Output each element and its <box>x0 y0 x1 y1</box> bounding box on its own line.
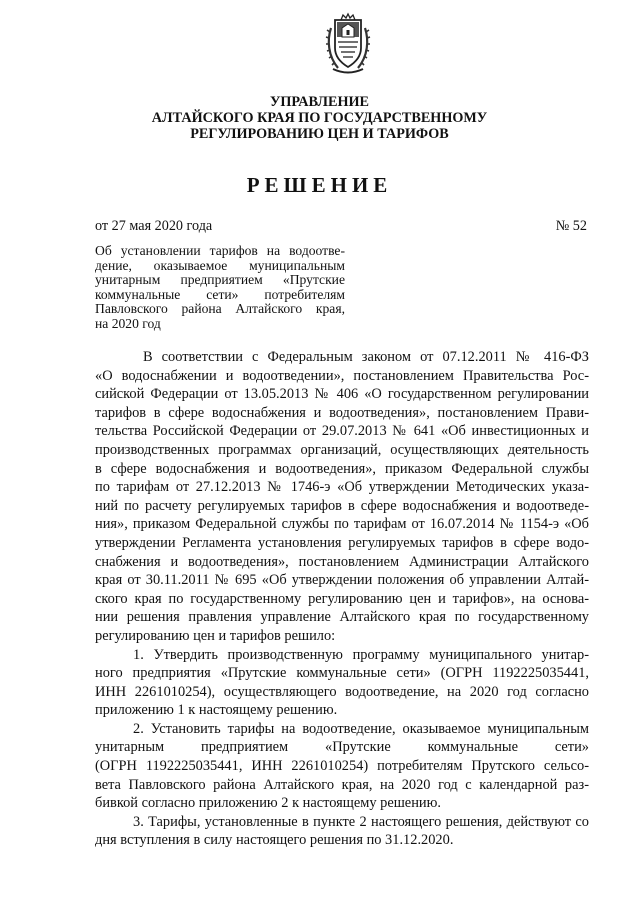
org-line: УПРАВЛЕНИЕ <box>269 94 370 110</box>
body-line: (ОГРН 1192225035441, ИНН 2261010254) потребителям Прутского сельсо- <box>95 758 589 775</box>
body-line: снабжения и водоотведения», постановлением Администрации Алтайского <box>95 553 589 570</box>
body-line: 3. Тарифы, установленные в пункте 2 настоящего решения, действуют со <box>133 813 589 830</box>
subject-line: на 2020 год <box>95 315 161 331</box>
body-line: ИНН 2261010254), осуществляющего водоотведение, на 2020 год согласно <box>95 683 589 700</box>
altai-krai-coat-of-arms-icon <box>325 12 371 76</box>
body-line: ний по расчету регулируемых тарифов в сфере водоснабжения и водоотведе- <box>95 497 589 514</box>
body-line: бивкой согласно приложению 2 к настоящему решению. <box>95 795 441 812</box>
document-body <box>95 348 589 850</box>
subject-line: Об установлении тарифов на водоотве- <box>95 243 345 258</box>
document-date: от 27 мая 2020 года <box>95 218 213 234</box>
organization-name <box>0 94 639 142</box>
body-line: производственных программах организаций, осуществляющих деятельность <box>95 441 589 458</box>
body-line: ского края по государственному регулированию цен и тарифов», на основа- <box>95 590 589 607</box>
subject-line: дение, оказываемое муниципальным <box>95 257 345 273</box>
subject-line: Павловского района Алтайского края, <box>95 301 345 317</box>
org-line: РЕГУЛИРОВАНИЮ ЦЕН И ТАРИФОВ <box>190 126 449 142</box>
body-line: в сфере водоснабжения и водоотведения», приказом Федеральной службы <box>95 460 589 477</box>
body-line: приложению 1 к настоящему решению. <box>95 702 338 719</box>
body-line: ного предприятия «Прутские коммунальные сети» (ОГРН 1192225035441, <box>95 665 589 682</box>
body-line: В соответствии с Федеральным законом от 07.12.2011 № 416-ФЗ <box>143 349 589 365</box>
body-line: 1. Утвердить производственную программу муниципального унитар- <box>133 646 589 663</box>
subject-line: унитарным предприятием «Прутские <box>95 272 345 288</box>
body-line: 2. Установить тарифы на водоотведение, оказываемое муниципальным <box>133 720 589 737</box>
body-line: тарифов в сфере водоснабжения и водоотведения», постановлением Прави- <box>95 404 589 421</box>
subject-line: коммунальные сети» потребителям <box>95 286 345 302</box>
body-line: по тарифам от 27.12.2013 № 1746-э «Об утверждении Методических указа- <box>95 479 589 496</box>
body-line: дня вступления в силу настоящего решения по 31.12.2020. <box>95 832 454 849</box>
org-line: АЛТАЙСКОГО КРАЯ ПО ГОСУДАРСТВЕННОМУ <box>151 110 488 126</box>
body-line: унитарным предприятием «Прутские коммунальные сети» <box>95 739 589 756</box>
document-subject <box>95 244 345 332</box>
body-line: «О водоснабжении и водоотведении», постановлением Правительства Рос- <box>95 367 589 384</box>
body-line: утверждении Регламента установления регулируемых тарифов в сфере водо- <box>95 534 589 551</box>
body-line: сийской Федерации от 13.05.2013 № 406 «О государственном регулировании <box>95 386 589 403</box>
body-line: тельства Российской Федерации от 29.07.2013 № 641 «Об инвестиционных и <box>95 423 589 440</box>
body-line: нии решения правления управление Алтайского края по государственному <box>95 609 589 626</box>
body-line: вета Павловского района Алтайского края, на 2020 год с календарной раз- <box>95 776 589 793</box>
body-line: ния», приказом Федеральной службы по тарифам от 16.07.2014 № 1154-э «Об <box>95 516 589 533</box>
document-number: № 52 <box>555 218 587 234</box>
body-line: края от 30.11.2011 № 695 «Об утверждении положения об управлении Алтай- <box>95 572 589 589</box>
document-type-title: РЕШЕНИЕ <box>246 173 393 197</box>
body-line: регулированию цен и тарифов решило: <box>95 627 336 644</box>
